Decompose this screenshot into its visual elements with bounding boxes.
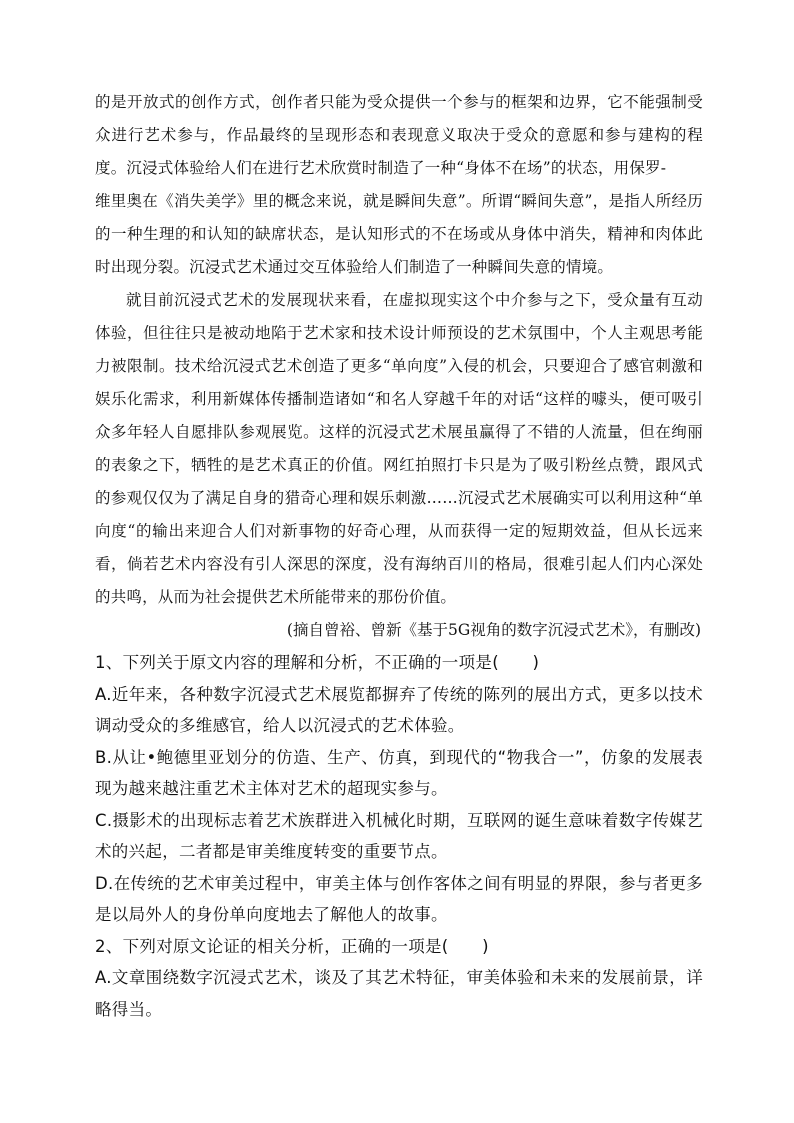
question-1-option-d: D.在传统的艺术审美过程中，审美主体与创作客体之间有明显的界限，参与者更多是以局外人的身份单向度地去了解他人的故事。 — [95, 873, 703, 924]
question-1-option-b: B.从让•鲍德里亚划分的仿造、生产、仿真，到现代的“物我合一”，仿象的发展表现为越来越注重艺术主体对艺术的超现实参与。 — [95, 747, 703, 798]
article-paragraph-2: 维里奥在《消失美学》里的概念来说，就是瞬间失意”。所谓“瞬间失意”，是指人所经历的一种生理的和认知的缺席状态，是认知形式的不在场或从身体中消失，精神和肉体此时出现分裂。沉浸式艺术通过交互体验给人们制造了一种瞬间失意的情境。 — [95, 192, 703, 276]
question-1-stem: 1、下列关于原文内容的理解和分析，不正确的一项是( ) — [95, 653, 540, 672]
article-source: (摘自曾裕、曾新《基于5G视角的数字沉浸式艺术》，有删改) — [286, 621, 701, 639]
question-1-option-c: C.摄影术的出现标志着艺术族群进入机械化时期，互联网的诞生意味着数字传媒艺术的兴起，二者都是审美维度转变的重要节点。 — [95, 810, 703, 861]
question-1-option-a: A.近年来，各种数字沉浸式艺术展览都摒弃了传统的陈列的展出方式，更多以技术调动受众的多维感官，给人以沉浸式的艺术体验。 — [95, 684, 703, 735]
document-page — [95, 86, 703, 1025]
article-paragraph-3: 就目前沉浸式艺术的发展现状来看，在虚拟现实这个中介参与之下，受众量有互动体验，但往往只是被动地陷于艺术家和技术设计师预设的艺术氛围中，个人主观思考能力被限制。技术给沉浸式艺术创造了更多“单向度”入侵的机会，只要迎合了感官刺激和娱乐化需求，利用新媒体传播制造诸如“和名人穿越千年的对话“这样的噱头，便可吸引众多年轻人自愿排队参观展览。这样的沉浸式艺术展虽赢得了不错的人流量，但在绚丽的表象之下，牺牲的是艺术真正的价值。网红拍照打卡只是为了吸引粉丝点赞，跟风式的参观仅仅为了满足自身的猎奇心理和娱乐刺激……沉浸式艺术展确实可以利用这种“单向度“的输出来迎合人们对新事物的好奇心理，从而获得一定的短期效益，但从长远来看，倘若艺术内容没有引人深思的深度，没有海纳百川的格局，很难引起人们内心深处的共鸣，从而为社会提供艺术所能带来的那份价值。 — [95, 291, 703, 606]
question-2-option-a: A.文章围绕数字沉浸式艺术，谈及了其艺术特征，审美体验和未来的发展前景，详略得当。 — [95, 968, 703, 1019]
article-paragraph-1: 的是开放式的创作方式，创作者只能为受众提供一个参与的框架和边界，它不能强制受众进行艺术参与，作品最终的呈现形态和表现意义取决于受众的意愿和参与建构的程度。沉浸式体验给人们在进行艺术欣赏时制造了一种“身体不在场”的状态，用保罗- — [95, 93, 703, 177]
question-2-stem: 2、下列对原文论证的相关分析，正确的一项是( ) — [95, 936, 489, 956]
